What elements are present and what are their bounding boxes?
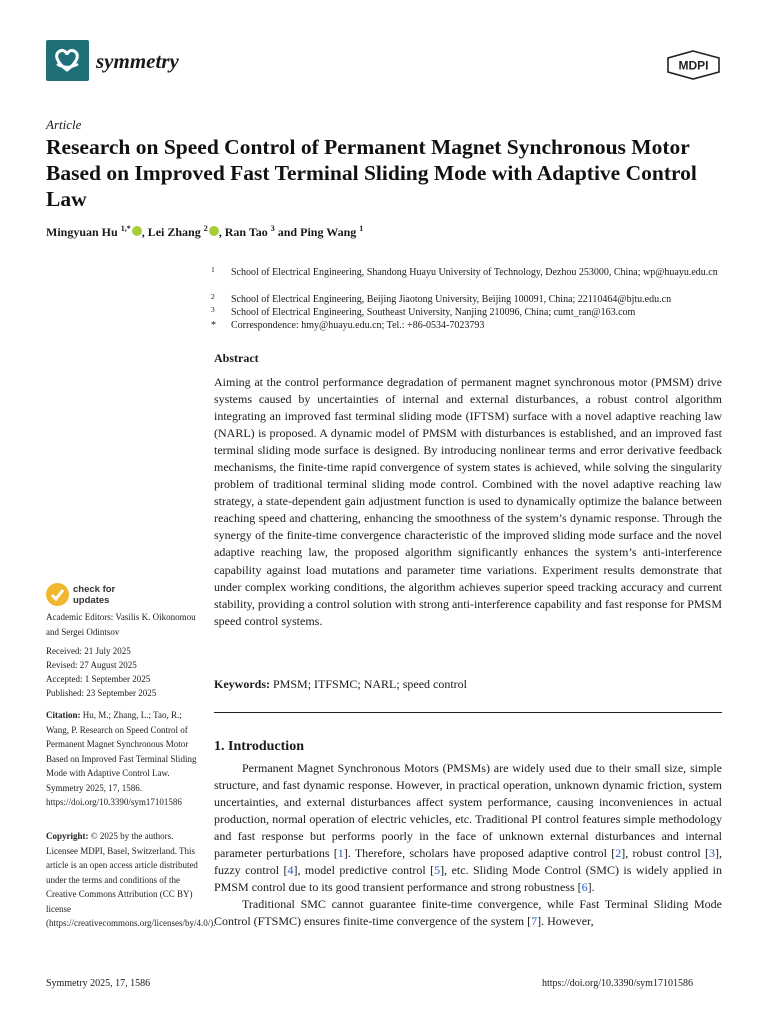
citation-link[interactable]: 4 (287, 863, 294, 878)
citation-label: Citation: (46, 710, 81, 720)
citation-link[interactable]: 6 (581, 880, 588, 895)
revised-date: Revised: 27 August 2025 (46, 660, 137, 670)
author-affiliation-sup: 2 (203, 224, 208, 233)
author-separator: and (274, 225, 301, 239)
check-updates-line-2: updates (73, 595, 110, 606)
introduction-body (214, 760, 722, 930)
footer-journal-info: Symmetry 2025, 17, 1586 (46, 978, 151, 989)
copyright-text: © 2025 by the authors. Licensee MDPI, Basel, Switzerland. This article is an open access article distributed under the terms and conditions of the Creative Commons Attribution (CC BY) license (https://creativecommons.org/licenses/by/4.0/). (46, 831, 216, 928)
author-affiliation-sup: 1,* (120, 224, 131, 233)
check-updates-icon (46, 583, 69, 606)
citation-link[interactable]: 5 (434, 863, 441, 878)
journal-name: symmetry (96, 49, 179, 73)
citation-link[interactable]: 2 (615, 846, 622, 861)
check-updates-line-1: check for (73, 584, 116, 595)
author-name: Ran Tao (224, 225, 271, 239)
article-type: Article (46, 117, 82, 132)
orcid-icon[interactable] (209, 226, 219, 236)
citation-link[interactable]: 1 (337, 846, 344, 861)
abstract-text: Aiming at the control performance degradation of permanent magnet synchronous motor (PMSM) drive systems caused by uncertainties of internal and external disturbances, a robust control algorithm integrating an improved fast terminal sliding mode (IFTSM) surface with a novel adaptive reaching law (NARL) is proposed. A dynamic model of PMSM with disturbances is established, and an improved fast terminal sliding mode surface is designed. By introducing nonlinear terms and error derivative feedback mechanisms, the finite-time rapid convergence of system states is achieved, while solving the singularity problem of traditional terminal sliding mode control. Combined with the novel adaptive reaching law strategy, a state-dependent gain adjustment function is used to dynamically optimize the balance between reaching speed and chattering, enhancing the smoothness of the system’s dynamic response. Through the synergy of the finite-time convergence characteristic of the improved sliding mode surface and the novel adaptive reaching law, the proposed algorithm significantly enhances the system’s anti-interference capability against load mutations and parameter time variations. Experiment results demonstrate that under complex working conditions, the algorithm achieves superior speed tracking accuracy and current stability, providing a control solution with strong anti-interference capability and fast response for PMSM speed control systems. (214, 375, 722, 628)
check-for-updates-button[interactable] (46, 583, 156, 609)
publisher-logo (666, 50, 721, 80)
keywords-label: Keywords: (214, 677, 270, 691)
introduction-paragraph-2: Traditional SMC cannot guarantee finite-time convergence, while Fast Terminal Sliding Mode Control (FTSMC) ensures finite-time convergence of the system [7]. However, (214, 897, 722, 929)
affiliation-text: School of Electrical Engineering, Southeast University, Nanjing 210096, China; cumt_ran@163.com (231, 307, 636, 318)
author-name: Mingyuan Hu (46, 225, 121, 239)
affiliation-2 (211, 292, 724, 306)
orcid-icon[interactable] (132, 226, 142, 236)
journal-logo (46, 40, 89, 81)
correspondence (211, 319, 724, 332)
keywords-text: PMSM; ITFSMC; NARL; speed control (273, 677, 468, 691)
citation-link[interactable]: 7 (531, 914, 538, 929)
abstract-heading: Abstract (214, 351, 259, 365)
keywords (214, 677, 467, 692)
affiliation-text: School of Electrical Engineering, Beijing Jiaotong University, Beijing 100091, China; 22110464@bjtu.edu.cn (231, 294, 672, 305)
affiliation-3 (211, 305, 724, 319)
section-heading-introduction: 1. Introduction (214, 739, 304, 754)
citation-link[interactable]: 3 (709, 846, 715, 861)
affiliation-text: Correspondence: hmy@huayu.edu.cn; Tel.: +86-0534-7023793 (231, 320, 485, 331)
affiliation-marker: * (211, 320, 216, 331)
copyright (46, 829, 216, 931)
copyright-label: Copyright: (46, 831, 89, 841)
footer-doi-link[interactable]: https://doi.org/10.3390/sym17101586 (542, 978, 693, 989)
academic-editors: Academic Editors: Vasilis K. Oikonomou and Sergei Odintsov (46, 612, 196, 637)
accepted-date: Accepted: 1 September 2025 (46, 674, 151, 684)
check-updates-label (73, 584, 115, 606)
affiliation-marker: 2 (211, 292, 215, 301)
author-name: Ping Wang (300, 225, 360, 239)
published-date: Published: 23 September 2025 (46, 688, 157, 698)
author-affiliation-sup: 1 (359, 224, 364, 233)
section-divider (214, 712, 722, 713)
author-name: Lei Zhang (147, 225, 204, 239)
received-date: Received: 21 July 2025 (46, 646, 131, 656)
affiliation-1 (211, 265, 724, 279)
citation (46, 708, 204, 810)
affiliation-marker: 3 (211, 305, 215, 314)
author-list (46, 224, 363, 240)
author-affiliation-sup: 3 (270, 224, 275, 233)
affiliation-text: School of Electrical Engineering, Shandong Huayu University of Technology, Dezhou 253000, China; wp@huayu.edu.cn (231, 267, 718, 278)
introduction-paragraph-1: Permanent Magnet Synchronous Motors (PMSMs) are widely used due to their small size, simple structure, and fast dynamic response. However, in practical operation, unknown dynamic friction, system uncertainties, and external disturbances affect system performance, causing inconveniences in actual production, normal operation of electric vehicles, etc. Traditional PI control features simple methodology and fast response but performs poorly in the face of unknown external disturbances and internal parameter perturbations [1]. Therefore, scholars have proposed adaptive control [2], robust control [3], fuzzy control [4], model predictive control [5], etc. Sliding Mode Control (SMC) is widely applied in PMSM control due to its good transient performance and strong robustness [6]. (214, 761, 723, 895)
author-separator: , (218, 225, 225, 239)
citation-text: Hu, M.; Zhang, L.; Tao, R.; Wang, P. Research on Speed Control of Permanent Magnet Synchronous Motor Based on Improved Fast Terminal Sliding Mode with Adaptive Control Law. Symmetry 2025, 17, 1586. https://doi.org/10.3390/sym17101586 (46, 710, 197, 807)
affiliation-marker: 1 (211, 265, 215, 274)
author-separator: , (141, 225, 148, 239)
publisher-name: MDPI (678, 58, 709, 73)
page-title: Research on Speed Control of Permanent Magnet Synchronous Motor Based on Improved Fast Terminal Sliding Mode with Adaptive Control Law (46, 135, 697, 211)
